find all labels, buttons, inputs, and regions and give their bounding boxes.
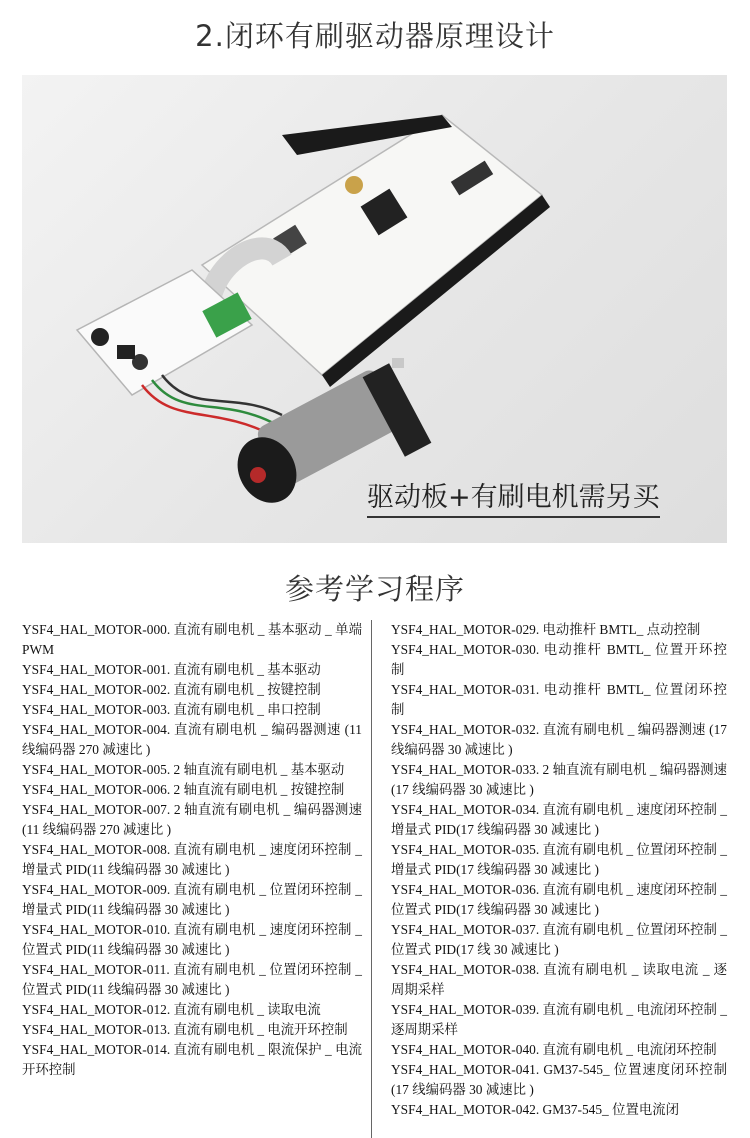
program-entry: YSF4_HAL_MOTOR-031. 电动推杆 BMTL_ 位置闭环控制 [391, 682, 727, 717]
program-entry: YSF4_HAL_MOTOR-034. 直流有刷电机 _ 速度闭环控制 _ 增量式 PID(17 线编码器 30 减速比 ) [391, 802, 727, 837]
program-entry: YSF4_HAL_MOTOR-035. 直流有刷电机 _ 位置闭环控制 _ 增量式 PID(17 线编码器 30 减速比 ) [391, 842, 727, 877]
program-list-left [22, 620, 362, 1080]
column-divider [371, 620, 372, 1138]
program-entry: YSF4_HAL_MOTOR-042. GM37-545_ 位置电流闭 [391, 1102, 680, 1117]
motor-shaft [392, 358, 404, 368]
program-entry: YSF4_HAL_MOTOR-006. 2 轴直流有刷电机 _ 按键控制 [22, 782, 345, 797]
photo-caption: 驱动板+有刷电机需另买 [367, 475, 660, 518]
program-entry: YSF4_HAL_MOTOR-039. 直流有刷电机 _ 电流闭环控制 _ 逐周期采样 [391, 1002, 727, 1037]
program-entry: YSF4_HAL_MOTOR-008. 直流有刷电机 _ 速度闭环控制 _ 增量式 PID(11 线编码器 30 减速比 ) [22, 842, 362, 877]
program-entry: YSF4_HAL_MOTOR-005. 2 轴直流有刷电机 _ 基本驱动 [22, 762, 345, 777]
program-entry: YSF4_HAL_MOTOR-036. 直流有刷电机 _ 速度闭环控制 _ 位置式 PID(17 线编码器 30 减速比 ) [391, 882, 727, 917]
program-entry: YSF4_HAL_MOTOR-012. 直流有刷电机 _ 读取电流 [22, 1002, 321, 1017]
mosfet [117, 345, 135, 359]
program-entry: YSF4_HAL_MOTOR-007. 2 轴直流有刷电机 _ 编码器测速 (11 线编码器 270 减速比 ) [22, 802, 362, 837]
program-entry: YSF4_HAL_MOTOR-002. 直流有刷电机 _ 按键控制 [22, 682, 321, 697]
program-entry: YSF4_HAL_MOTOR-003. 直流有刷电机 _ 串口控制 [22, 702, 321, 717]
program-entry: YSF4_HAL_MOTOR-013. 直流有刷电机 _ 电流开环控制 [22, 1022, 348, 1037]
program-entry: YSF4_HAL_MOTOR-038. 直流有刷电机 _ 读取电流 _ 逐周期采样 [391, 962, 727, 997]
program-entry: YSF4_HAL_MOTOR-011. 直流有刷电机 _ 位置闭环控制 _ 位置式 PID(11 线编码器 30 减速比 ) [22, 962, 362, 997]
motor-logo [250, 467, 266, 483]
product-photo-illustration [22, 75, 727, 543]
program-entry: YSF4_HAL_MOTOR-030. 电动推杆 BMTL_ 位置开环控制 [391, 642, 727, 677]
program-entry: YSF4_HAL_MOTOR-040. 直流有刷电机 _ 电流闭环控制 [391, 1042, 717, 1057]
wire-red [142, 385, 272, 435]
program-entry: YSF4_HAL_MOTOR-010. 直流有刷电机 _ 速度闭环控制 _ 位置式 PID(11 线编码器 30 减速比 ) [22, 922, 362, 957]
program-entry: YSF4_HAL_MOTOR-009. 直流有刷电机 _ 位置闭环控制 _ 增量式 PID(11 线编码器 30 减速比 ) [22, 882, 362, 917]
program-list-right [391, 620, 727, 1120]
section-heading-design: 2.闭环有刷驱动器原理设计 [195, 19, 555, 53]
program-entry: YSF4_HAL_MOTOR-032. 直流有刷电机 _ 编码器测速 (17 线编码器 30 减速比 ) [391, 722, 727, 757]
program-entry: YSF4_HAL_MOTOR-033. 2 轴直流有刷电机 _ 编码器测速 (17 线编码器 30 减速比 ) [391, 762, 727, 797]
program-entry: YSF4_HAL_MOTOR-037. 直流有刷电机 _ 位置闭环控制 _ 位置式 PID(17 线 30 减速比 ) [391, 922, 727, 957]
program-entry: YSF4_HAL_MOTOR-014. 直流有刷电机 _ 限流保护 _ 电流开环控制 [22, 1042, 362, 1077]
program-entry: YSF4_HAL_MOTOR-029. 电动推杆 BMTL_ 点动控制 [391, 622, 701, 637]
coin-cell [345, 176, 363, 194]
program-entry: YSF4_HAL_MOTOR-004. 直流有刷电机 _ 编码器测速 (11 线编码器 270 减速比 ) [22, 722, 362, 757]
wire-green [152, 380, 277, 425]
program-entry: YSF4_HAL_MOTOR-001. 直流有刷电机 _ 基本驱动 [22, 662, 321, 677]
product-photo [22, 75, 727, 543]
section-heading-programs: 参考学习程序 [284, 572, 465, 606]
program-entry: YSF4_HAL_MOTOR-000. 直流有刷电机 _ 基本驱动 _ 单端 PWM [22, 622, 362, 657]
capacitor [91, 328, 109, 346]
program-entry: YSF4_HAL_MOTOR-041. GM37-545_ 位置速度闭环控制 (17 线编码器 30 减速比 ) [391, 1062, 727, 1097]
